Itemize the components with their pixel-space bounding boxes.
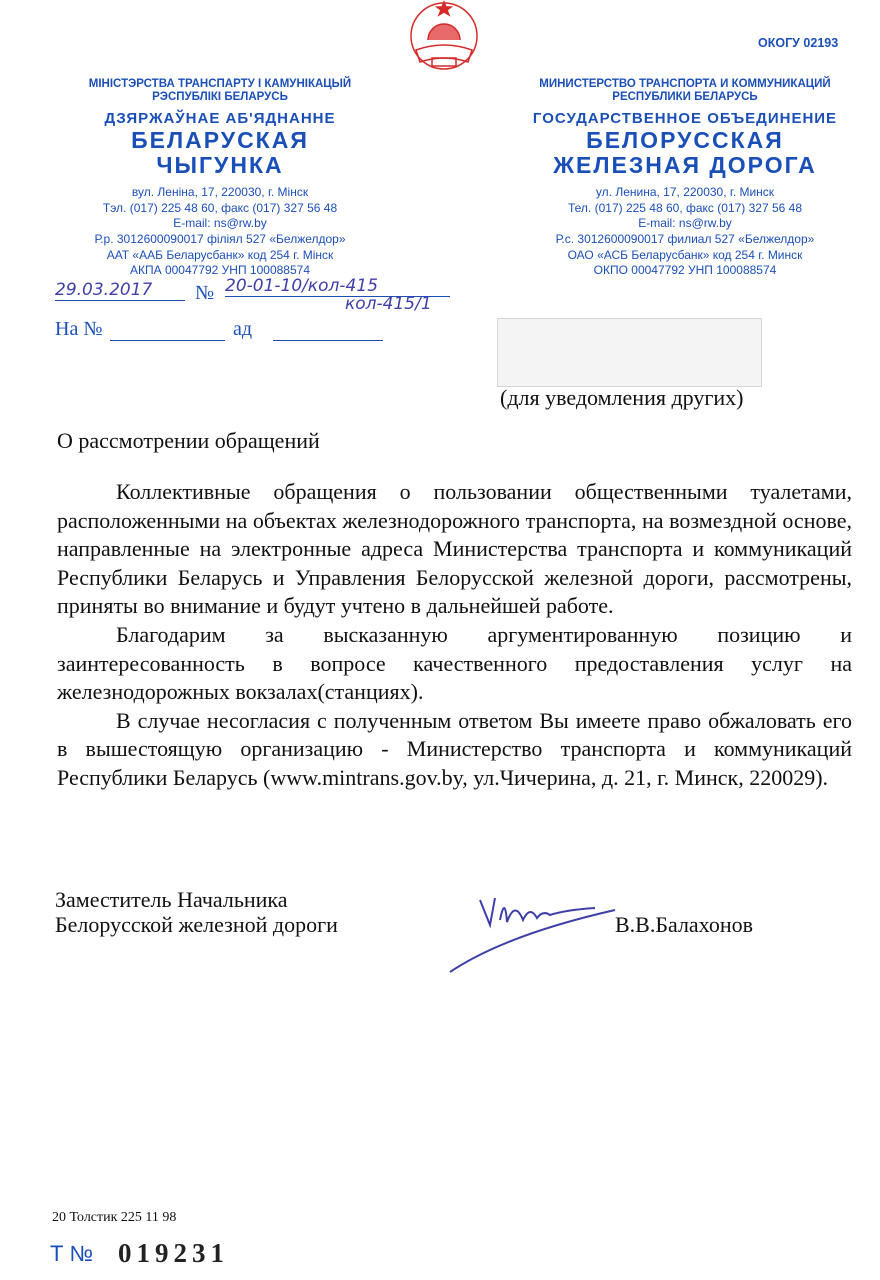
paragraph: Коллективные обращения о пользовании общественными туалетами, расположенными на объектах железнодорожного транспорта, на возмездной основе, направленные на электронные адреса Министерства транспорта и коммуникаций Республики Беларусь и Управления Белорусской железной дороги, рассмотрены, приняты во внимание и будут учтено в дальнейшей работе. [57, 479, 852, 619]
form-number-label: Т № [50, 1241, 94, 1266]
letterhead-belarusian [60, 78, 380, 279]
addressee-redacted [497, 318, 762, 387]
org-address: вул. Леніна, 17, 220030, г. Мінск Тэл. (017) 225 48 60, факс (017) 327 56 48 E-mail: ns@rw.by Р.р. 3012600090017 філіял 527 «Белжелдор» ААТ «ААБ Беларусбанк» код 254 г. Мінск АКПА 00047792 УНП 100088574 [94, 185, 346, 278]
okogu-code: ОКОГУ 02193 [758, 36, 839, 50]
reference-number-field [110, 320, 225, 341]
paragraph: В случае несогласия с полученным ответом Вы имеете право обжаловать его в вышестоящую организацию - Министерство транспорта и коммуникаций Республики Беларусь (www.mintrans.gov.by, ул.Чичерина, д. 21, г. Минск, 220029). [57, 707, 852, 790]
letterhead-russian [520, 78, 850, 279]
state-emblem [398, 0, 490, 76]
registration-block [55, 276, 475, 350]
reference-label: На № [55, 318, 103, 340]
org-name: БЕЛОРУССКАЯ ЖЕЛЕЗНАЯ ДОРОГА [553, 126, 817, 179]
org-type: ДЗЯРЖАЎНАЕ АБ'ЯДНАННЕ [104, 110, 336, 128]
subject: О рассмотрении обращений [57, 428, 320, 453]
letter-body [57, 478, 852, 793]
reference-date-field [273, 320, 383, 341]
letter-number-2: кол-415/1 [345, 294, 432, 314]
org-name: БЕЛАРУСКАЯ ЧЫГУНКА [131, 126, 309, 179]
addressee-note: (для уведомления других) [500, 385, 744, 410]
reference-date-label: ад [233, 318, 253, 340]
ministry-name: МИНИСТЕРСТВО ТРАНСПОРТА И КОММУНИКАЦИЙ РЕСПУБЛИКИ БЕЛАРУСЬ [539, 78, 831, 104]
org-address: ул. Ленина, 17, 220030, г. Минск Тел. (017) 225 48 60, факс (017) 327 56 48 E-mail: ns@rw.by Р.с. 3012600090017 филиал 527 «Белжелдор» ОАО «АСБ Беларусбанк» код 254 г. Минск ОКПО 00047792 УНП 100088574 [555, 185, 815, 278]
signatory-name: В.В.Балахонов [615, 912, 754, 937]
handwritten-signature [445, 880, 625, 980]
org-type: ГОСУДАРСТВЕННОЕ ОБЪЕДИНЕНИЕ [532, 110, 838, 128]
letter-number: 20-01-10/кол-415 [225, 276, 450, 297]
number-sign: № [195, 282, 215, 304]
form-number: 019231 [118, 1238, 229, 1268]
executor-info: 20 Толстик 225 11 98 [52, 1210, 177, 1225]
paragraph: Благодарим за высказанную аргументированную позицию и заинтересованность в вопросе качественного предоставления услуг на железнодорожных вокзалах(станциях). [57, 621, 852, 705]
ministry-name: МІНІСТЭРСТВА ТРАНСПАРТУ І КАМУНІКАЦЫЙ РЭСПУБЛІКІ БЕЛАРУСЬ [88, 78, 352, 104]
signatory-position: Заместитель Начальника Белорусской железной дороги [55, 887, 338, 937]
letter-date: 29.03.2017 [55, 280, 185, 301]
